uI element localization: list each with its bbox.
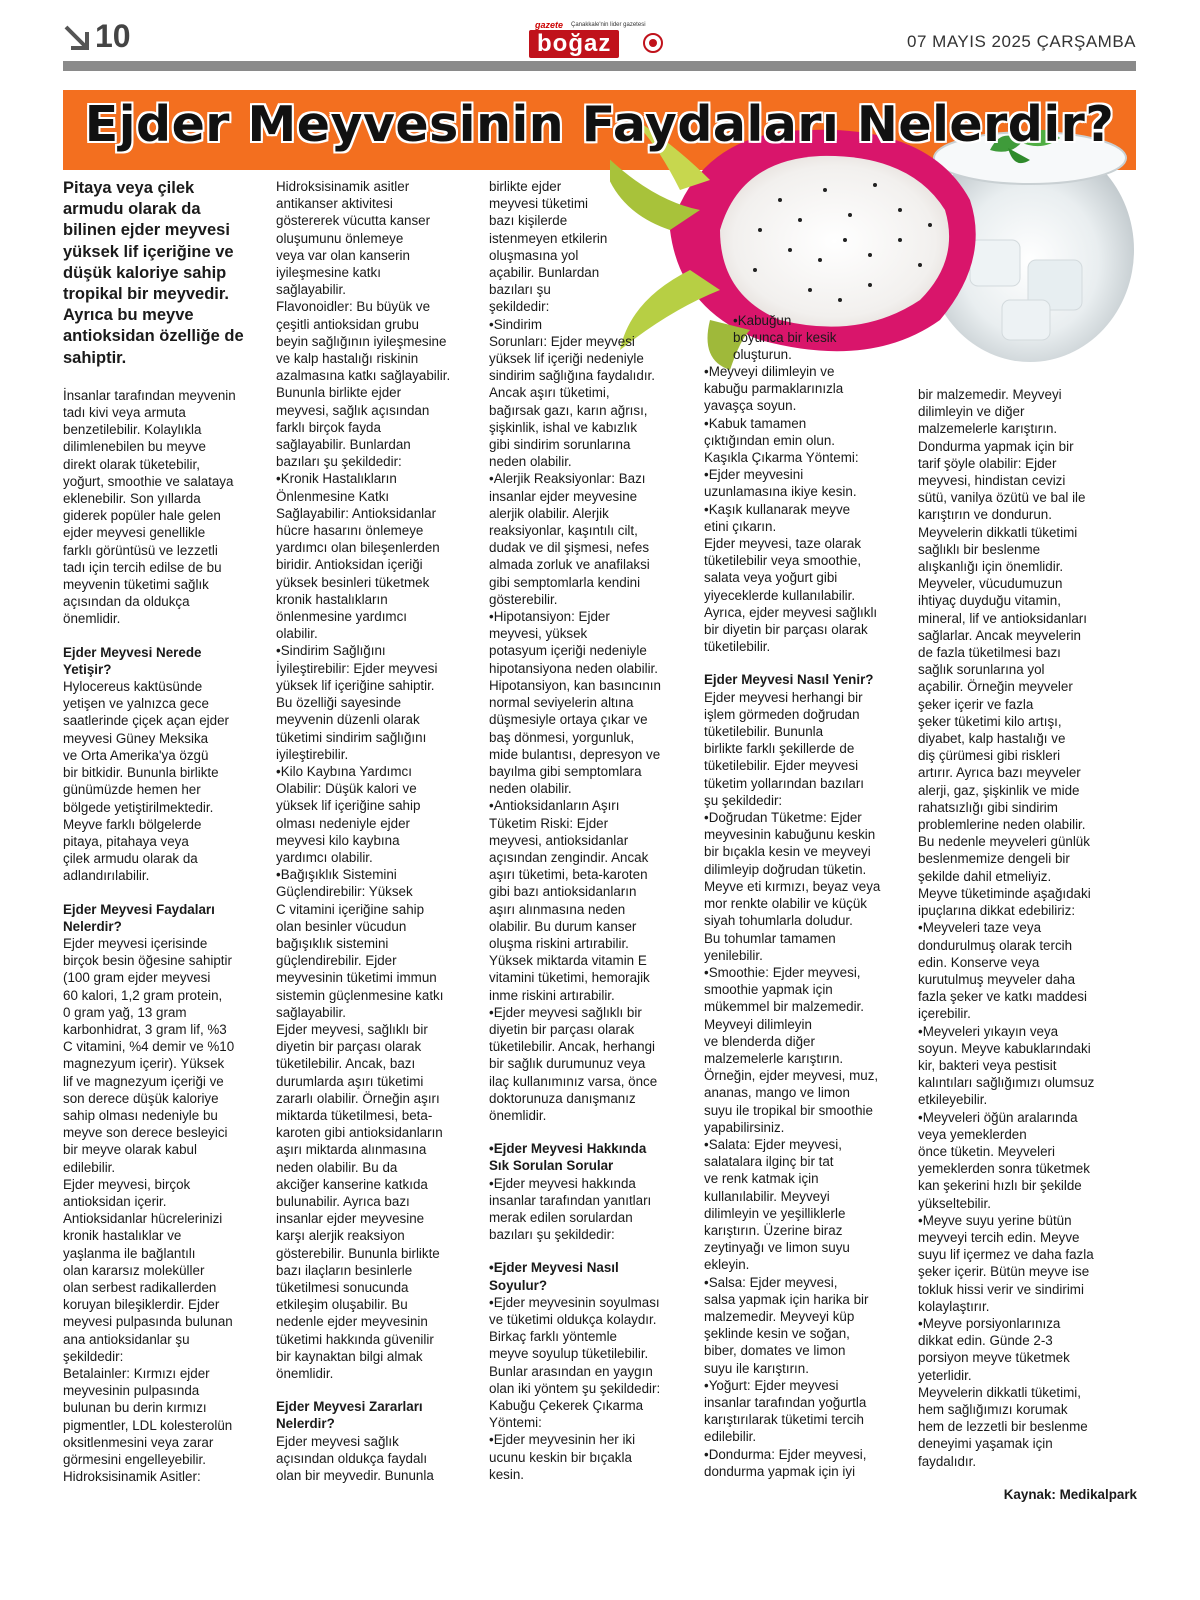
col5-paragraph-1: bir malzemedir. Meyveyi dilimleyin ve diğer malzemelerle karıştırın. Dondurma yapmak için bir tarif şöyle olabilir: Ejder meyvesi, hindistan cevizi sütü, vanilya özütü ve bal ile karıştırın ve dondurun. Meyvelerin dikkatli tüketimi sağlıklı bir beslenme alışkanlığı için önemlidir. Meyveler, vücudumuzun ihtiyaç duyduğu vitamin, mineral, lif ve antioksidanları sağlarlar. Ancak meyvelerin de fazla tüketilmesi bazı sağlık sorunlarına yol açabilir. Örneğin meyveler şeker içerir ve fazla şeker tüketimi kilo artışı, diyabet, kalp hastalığı ve diş çürümesi gibi riskleri artırır. Ayrıca bazı meyveler alerji, gaz, şişkinlik ve mide rahatsızlığı gibi sindirim problemlerine neden olabilir. Bu nedenle meyveleri günlük beslenmemize dengeli bir şekilde dahil etmeliyiz. Meyve tüketiminde aşağıdaki ipuçlarına dikkat edebiliriz: •Meyveleri taze veya dondurulmuş olarak tercih edin. Konserve veya kurutulmuş meyveler daha fazla şeker ve katkı maddesi içerebilir. •Meyveleri yıkayın veya soyun. Meyve kabuklarındaki kir, bakteri veya pestisit kalıntıları sağlığımızı olumsuz etkileyebilir. •Meyveleri öğün aralarında veya yemeklerden önce tüketin. Meyveleri yemeklerden sonra tüketmek kan şekerini hızlı bir şekilde yükseltebilir. •Meyve suyu yerine bütün meyveyi tercih edin. Meyve suyu lif içermez ve daha fazla şeker içerir. Bütün meyve ise tokluk hissi verir ve sindirimi kolaylaştırır. •Meyve porsiyonlarınıza dikkat edin. Günde 2-3 porsiyon meyve tüketmek yeterlidir. Meyvelerin dikkatli tüketimi, hem sağlığımızı korumak hem de lezzetli bir beslenme deneyimi yaşamak için faydalıdır. bbox=[918, 387, 1095, 1469]
column-3 bbox=[489, 178, 689, 1483]
logo-main-text: boğaz bbox=[529, 30, 619, 58]
issue-date: 07 MAYIS 2025 ÇARŞAMBA bbox=[907, 32, 1136, 51]
col3-paragraph-3: •Ejder meyvesinin soyulması ve tüketimi oldukça kolaydır. Birkaç farklı yöntemle meyve soyulup tüketilebilir. Bunlar arasından en yaygın olan iki yöntem şu şekildedir: Kabuğu Çekerek Çıkarma Yöntemi: •Ejder meyvesinin her iki ucunu keskin bir bıçakla kesin. bbox=[489, 1294, 661, 1482]
col1-heading-2: Ejder Meyvesi Faydaları Nelerdir? bbox=[63, 901, 215, 934]
column-2 bbox=[276, 178, 474, 1484]
col2-paragraph-1: Hidroksisinamik asitler antikanser aktivitesi göstererek vücutta kanser oluşumunu önlemeye veya var olan kanserin iyileşmesine katkı sağlayabilir. Flavonoidler: Bu büyük ve çeşitli antioksidan grubu beyin sağlığının iyileşmesine ve kalp hastalığı riskinin azalmasına katkı sağlayabilir. Bununla birlikte ejder meyvesi, sağlık açısından farklı birçok fayda sağlayabilir. Bunlardan bazıları şu şekildedir: •Kronik Hastalıkların Önlenmesine Katkı Sağlayabilir: Antioksidanlar hücre hasarını önlemeye yardımcı olan bileşenlerden biridir. Antioksidan içeriği yüksek besinleri tüketmek kronik hastalıkların önlenmesine yardımcı olabilir. •Sindirim Sağlığını İyileştirebilir: Ejder meyvesi yüksek lif içeriğine sahiptir. Bu özelliği sayesinde meyvenin düzenli olarak tüketimi sindirim sağlığını iyileştirebilir. •Kilo Kaybına Yardımcı Olabilir: Düşük kalori ve yüksek lif içeriğine sahip olması nedeniyle ejder meyvesi kilo kaybına yardımcı olabilir. •Bağışıklık Sistemini Güçlendirebilir: Yüksek C vitamini içeriğine sahip olan besinler vücudun bağışıklık sistemini güçlendirebilir. Ejder meyvesinin tüketimi immun sistemin güçlenmesine katkı sağlayabilir. Ejder meyvesi, sağlıklı bir diyetin bir parçası olarak tüketilebilir. Ancak, bazı durumlarda aşırı tüketimi zararlı olabilir. Örneğin aşırı miktarda tüketilmesi, beta- karoten gibi antioksidanların aşırı miktarda alınmasına neden olabilir. Bu da akciğer kanserine katkıda bulunabilir. Ayrıca bazı insanlar ejder meyvesine karşı alerjik reaksiyon gösterebilir. Bununla birlikte bazı ilaçların besinlerle tüketilmesi sonucunda etkileşim oluşabilir. Bu nedenle ejder meyvesinin tüketimi hakkında güvenilir bir kaynaktan bilgi almak önemlidir. bbox=[276, 179, 451, 1382]
newspaper-logo bbox=[529, 20, 674, 58]
col4-heading-1: Ejder Meyvesi Nasıl Yenir? bbox=[704, 672, 874, 688]
col2-paragraph-2: Ejder meyvesi sağlık açısından oldukça faydalı olan bir meyvedir. Bununla bbox=[276, 1433, 434, 1484]
photo-caption: •Kabuğun boyunca bir kesik oluşturun. bbox=[733, 313, 837, 363]
article-title: Ejder Meyvesinin Faydaları Nelerdir? bbox=[84, 96, 1115, 153]
column-1 bbox=[63, 178, 261, 1485]
col3-heading-1: •Ejder Meyvesi Hakkında Sık Sorulan Sorular bbox=[489, 1141, 647, 1174]
col4-paragraph-1: •Meyveyi dilimleyin ve kabuğu parmaklarınızla yavaşça soyun. •Kabuk tamamen çıktığından emin olun. Kaşıkla Çıkarma Yöntemi: •Ejder meyvesini uzunlamasına ikiye kesin. •Kaşık kullanarak meyve etini çıkarın. Ejder meyvesi, taze olarak tüketilebilir veya smoothie, salata veya yoğurt gibi yiyeceklerde kullanılabilir. Ayrıca, ejder meyvesi sağlıklı bir diyetin bir parçası olarak tüketilebilir. bbox=[704, 364, 878, 655]
header-rule bbox=[63, 61, 1136, 71]
column-5 bbox=[918, 386, 1118, 1470]
page-header bbox=[63, 18, 1136, 60]
col1-intro: İnsanlar tarafından meyvenin tadı kivi veya armuta benzetilebilir. Kolaylıkla dilimlenebilen bu meyve direkt olarak tüketebilir, yoğurt, smoothie ve salataya eklenebilir. Son yıllarda giderek popüler hale gelen ejder meyvesi genellikle farklı görüntüsü ve lezzetli tadı için tercih edilse de bu meyvenin tüketimi sağlık açısından da oldukça önemlidir. bbox=[63, 387, 236, 627]
column-4 bbox=[704, 363, 904, 1480]
col1-heading-1: Ejder Meyvesi Nerede Yetişir? bbox=[63, 644, 202, 677]
col1-paragraph-1: Hylocereus kaktüsünde yetişen ve yalnızca gece saatlerinde çiçek açan ejder meyvesi Güney Meksika ve Orta Amerika'ya özgü bir bitkidir. Bununla birlikte günümüzde hemen her bölgede yetiştirilmektedir. Meyve farklı bölgelerde pitaya, pitahaya veya çilek armudu olarak da adlandırılabilir. bbox=[63, 679, 229, 884]
logo-small-text: gazete bbox=[535, 20, 564, 30]
col2-heading-1: Ejder Meyvesi Zararları Nelerdir? bbox=[276, 1399, 423, 1432]
logo-seal-icon bbox=[643, 33, 663, 53]
page-number-block bbox=[63, 18, 131, 55]
page-number: 10 bbox=[95, 18, 131, 54]
col3-paragraph-1: birlikte ejder meyvesi tüketimi bazı kişilerde istenmeyen etkilerin oluşmasına yol açabilir. Bunlardan bazıları şu şekildedir: •Sindirim Sorunları: Ejder meyvesi yüksek lif içeriği nedeniyle sindirim sağlığına faydalıdır. Ancak aşırı tüketimi, bağırsak gazı, karın ağrısı, şişkinlik, ishal ve kabızlık gibi sindirim sorunlarına neden olabilir. •Alerjik Reaksiyonlar: Bazı insanlar ejder meyvesine alerjik olabilir. Alerjik reaksiyonlar, kaşıntılı cilt, dudak ve dil şişmesi, nefes almada zorluk ve anafilaksi gibi semptomlarla kendini gösterebilir. •Hipotansiyon: Ejder meyvesi, yüksek potasyum içeriği nedeniyle hipotansiyona neden olabilir. Hipotansiyon, kan basıncının normal seviyelerin altına düşmesiyle ortaya çıkar ve baş dönmesi, yorgunluk, mide bulantısı, depresyon ve bayılma gibi semptomlara neden olabilir. •Antioksidanların Aşırı Tüketim Riski: Ejder meyvesi, antioksidanlar açısından zengindir. Ancak aşırı tüketimi, beta-karoten gibi bazı antioksidanların aşırı alınmasına neden olabilir. Bu durum kanser oluşma riskini artırabilir. Yüksek miktarda vitamin E vitamini tüketimi, hemorajik inme riskini artırabilir. •Ejder meyvesi sağlıklı bir diyetin bir parçası olarak tüketilebilir. Ancak, herhangi bir sağlık durumunuz veya ilaç kullanımınız varsa, önce doktorunuza danışmanız önemlidir. bbox=[489, 179, 661, 1123]
article-source: Kaynak: Medikalpark bbox=[1003, 1487, 1137, 1502]
col3-heading-2: •Ejder Meyvesi Nasıl Soyulur? bbox=[489, 1260, 619, 1293]
col4-paragraph-2: Ejder meyvesi herhangi bir işlem görmeden doğrudan tüketilebilir. Bununla birlikte farklı şekillerde de tüketilebilir. Ejder meyvesi tüketim yollarından bazıları şu şekildedir: •Doğrudan Tüketme: Ejder meyvesinin kabuğunu keskin bir bıçakla kesin ve meyveyi dilimleyip doğrudan tüketin. Meyve eti kırmızı, beyaz veya mor renkte olabilir ve küçük siyah tohumlarla doludur. Bu tohumlar tamamen yenilebilir. •Smoothie: Ejder meyvesi, smoothie yapmak için mükemmel bir malzemedir. Meyveyi dilimleyin ve blenderda diğer malzemelerle karıştırın. Örneğin, ejder meyvesi, muz, ananas, mango ve limon suyu ile tropikal bir smoothie yapabilirsiniz. •Salata: Ejder meyvesi, salatalara ilginç bir tat ve renk katmak için kullanılabilir. Meyveyi dilimleyin ve yeşilliklerle karıştırın. Üzerine biraz zeytinyağı ve limon suyu ekleyin. •Salsa: Ejder meyvesi, salsa yapmak için harika bir malzemedir. Meyveyi küp şeklinde kesin ve soğan, biber, domates ve limon suyu ile karıştırın. •Yoğurt: Ejder meyvesi insanlar tarafından yoğurtla karıştırılarak tüketimi tercih edilebilir. •Dondurma: Ejder meyvesi, dondurma yapmak için iyi bbox=[704, 689, 881, 1479]
col1-paragraph-2: Ejder meyvesi içerisinde birçok besin öğesine sahiptir (100 gram ejder meyvesi 60 kalori, 1,2 gram protein, 0 gram yağ, 13 gram karbonhidrat, 3 gram lif, %3 C vitamini, %4 demir ve %10 magnezyum içerir). Yüksek lif ve magnezyum içeriği ve son derece düşük kaloriye sahip olması nedeniyle bu meyve son derece besleyici bir meyve olarak kabul edilebilir. Ejder meyvesi, birçok antioksidan içerir. Antioksidanlar hücrelerinizi kronik hastalıklar ve yaşlanma ile bağlantılı olan kararsız moleküller olan serbest radikallerden koruyan bileşiklerdir. Ejder meyvesi pulpasında bulunan ana antioksidanlar şu şekildedir: Betalainler: Kırmızı ejder meyvesinin pulpasında bulunan bu derin kırmızı pigmentler, LDL kolesterolün oksitlenmesini veya zarar görmesini engelleyebilir. Hidroksisinamik Asitler: bbox=[63, 935, 235, 1485]
col3-paragraph-2: •Ejder meyvesi hakkında insanlar tarafından yanıtları merak edilen sorulardan bazıları şu şekildedir: bbox=[489, 1175, 652, 1243]
logo-tagline: Çanakkale'nin lider gazetesi bbox=[571, 22, 646, 28]
arrow-icon bbox=[63, 23, 91, 51]
article-lead: Pitaya veya çilek armudu olarak da bilinen ejder meyvesi yüksek lif içeriğine ve düşük kaloriye sahip tropikal bir meyvedir. Ayrıca bu meyve antioksidan özelliğe de sahiptir. bbox=[63, 179, 244, 367]
